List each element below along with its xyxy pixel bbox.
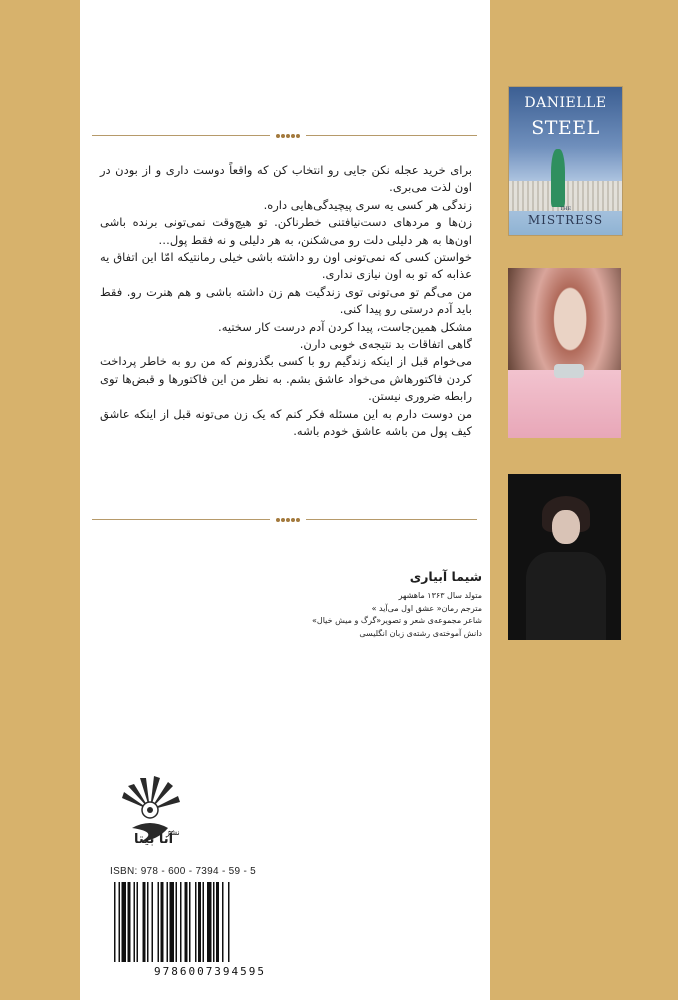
bottom-ornament-divider	[92, 514, 477, 526]
ornament-icon	[274, 514, 302, 526]
barcode-icon	[112, 882, 308, 962]
portrait-suit	[508, 370, 621, 438]
bio-line: متولد سال ۱۳۶۳ ماهشهر	[398, 591, 482, 600]
barcode-digits: 9786007394595	[153, 965, 267, 978]
publisher-name: آنا بیتا	[134, 832, 174, 847]
cover-title-line1: DANIELLE	[524, 95, 607, 111]
top-ornament-divider	[92, 130, 477, 142]
portrait-collar	[554, 364, 584, 378]
blurb-paragraph: گاهی اتفاقات بد نتیجه‌ی خوبی دارن.	[299, 337, 472, 352]
cover-title-line2: STEEL	[531, 117, 600, 139]
ornament-icon	[274, 130, 302, 142]
blurb-paragraph: خواستن کسی که نمی‌تونی اون رو داشته باشی خیلی رمانتیکه امّا این اتفاق یه عذابه که تو به اون نیازی نداری.	[100, 250, 472, 282]
publisher-label: نشر	[166, 828, 180, 837]
blurb-paragraph: برای خرید عجله نکن جایی رو انتخاب کن که واقعاً دوست داری و از بودن در اون لذت می‌بری.	[100, 163, 472, 195]
original-book-cover-image	[508, 86, 623, 236]
cover-subtitle: THE	[559, 206, 572, 212]
bio-line: دانش آموخته‌ی رشته‌ی زبان انگلیسی	[359, 628, 482, 638]
translator-bio	[300, 569, 482, 640]
bio-line: مترجم رمان« عشق اول می‌آید »	[371, 603, 482, 613]
author-portrait	[508, 268, 621, 438]
woman-figure-illustration	[551, 149, 565, 207]
cover-title-line3: MISTRESS	[527, 213, 604, 227]
blurb-paragraph: زندگی هر کسی یه سری پیچیدگی‌هایی داره.	[263, 197, 472, 212]
blurb-paragraph: من دوست دارم به این مسئله فکر کنم که یک زن می‌تونه قبل از اینکه عاشق کیف پول من باشه عاشق خودم باشه.	[100, 406, 472, 439]
bio-line: شاعر مجموعه‌ی شعر و تصویر«گرگ و میش خیال»	[312, 616, 482, 625]
translator-name: شیما آبیاری	[409, 569, 482, 584]
blurb-paragraph: مشکل همین‌جاست، پیدا کردن آدم درست کار سختیه.	[218, 319, 472, 334]
barcode	[110, 878, 310, 978]
blurb-paragraph: من می‌گم تو می‌تونی توی زندگیت هم زن داشته باشی و هم هنرت رو. فقط باید آدم درستی رو پیدا کنی.	[100, 284, 472, 317]
blurb-paragraph: می‌خوام قبل از اینکه زندگیم رو با کسی بگذرونم که من رو به خاطر پرداخت کردن فاکتورهاش می‌خواد عاشق بشم. به نظر من این فاکتورها و قبض‌ها توی رابطه ضروری نیستن.	[100, 354, 472, 404]
publisher-logo-icon	[110, 770, 190, 850]
blurb-paragraph: زن‌ها و مردهای دست‌نیافتنی خطرناکن. تو هیچ‌وقت نمی‌تونی برنده باشی اون‌ها به هر دلیلی دلت رو می‌شکنن، به هر دلیلی و نه فقط پول…	[100, 215, 472, 247]
isbn-label: ISBN: 978 - 600 - 7394 - 59 - 5	[110, 866, 257, 877]
portrait-body	[526, 552, 606, 640]
blurb-text	[100, 162, 472, 441]
portrait-face	[552, 510, 580, 544]
translator-portrait	[508, 474, 621, 640]
